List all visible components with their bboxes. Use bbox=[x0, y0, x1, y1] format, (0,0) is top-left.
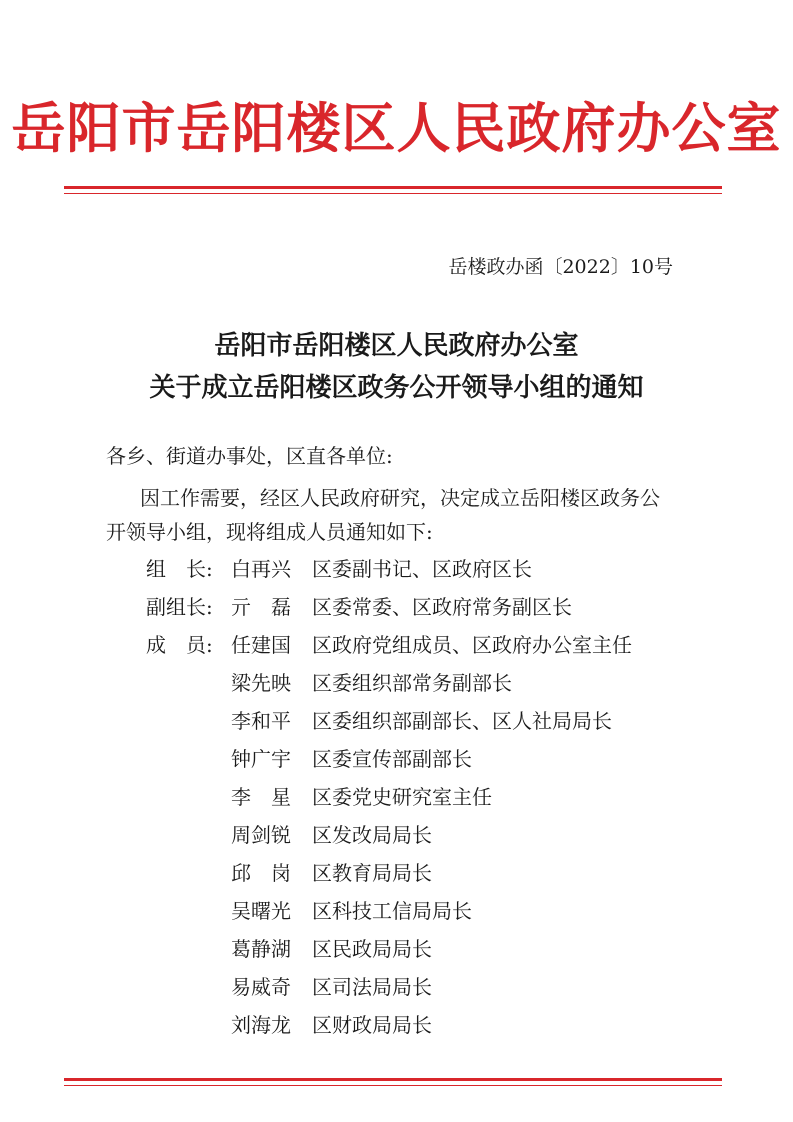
document-number: 岳楼政办函〔2022〕10号 bbox=[448, 256, 673, 278]
member-name: 易威奇 bbox=[231, 975, 291, 999]
document-title-line-1: 岳阳市岳阳楼区人民政府办公室 bbox=[214, 331, 579, 361]
member-name: 周剑锐 bbox=[231, 823, 291, 847]
member-name: 白再兴 bbox=[231, 557, 291, 581]
letterhead-divider-thin bbox=[64, 193, 722, 194]
member-row bbox=[0, 591, 793, 627]
member-row bbox=[0, 553, 793, 589]
member-name: 亓 磊 bbox=[231, 595, 291, 619]
member-name: 刘海龙 bbox=[231, 1013, 291, 1037]
member-row bbox=[0, 933, 793, 969]
member-name: 梁先映 bbox=[231, 671, 291, 695]
letterhead-title: 岳阳市岳阳楼区人民政府办公室 bbox=[11, 96, 782, 160]
member-title: 区委党史研究室主任 bbox=[312, 785, 492, 809]
body-paragraph-line-2: 开领导小组，现将组成人员通知如下: bbox=[106, 520, 433, 544]
member-row bbox=[0, 705, 793, 741]
member-title: 区委宣传部副部长 bbox=[312, 747, 472, 771]
member-title: 区政府党组成员、区政府办公室主任 bbox=[312, 633, 632, 657]
salutation: 各乡、街道办事处，区直各单位: bbox=[106, 444, 393, 468]
footer-divider-thick bbox=[64, 1078, 722, 1081]
member-role: 副组长: bbox=[146, 595, 213, 619]
member-name: 任建国 bbox=[231, 633, 291, 657]
member-name: 吴曙光 bbox=[231, 899, 291, 923]
member-row bbox=[0, 819, 793, 855]
member-name: 李和平 bbox=[231, 709, 291, 733]
document-title-line-2: 关于成立岳阳楼区政务公开领导小组的通知 bbox=[149, 373, 644, 403]
member-row bbox=[0, 743, 793, 779]
member-row bbox=[0, 781, 793, 817]
member-title: 区司法局局长 bbox=[312, 975, 432, 999]
member-name: 钟广宇 bbox=[231, 747, 291, 771]
member-title: 区委常委、区政府常务副区长 bbox=[312, 595, 572, 619]
body-paragraph-line-1: 因工作需要，经区人民政府研究，决定成立岳阳楼区政务公 bbox=[140, 486, 660, 510]
member-title: 区发改局局长 bbox=[312, 823, 432, 847]
footer-divider-thin bbox=[64, 1085, 722, 1086]
member-row bbox=[0, 857, 793, 893]
member-role: 成 员: bbox=[146, 633, 213, 657]
member-row bbox=[0, 1009, 793, 1045]
member-title: 区民政局局长 bbox=[312, 937, 432, 961]
member-name: 邱 岗 bbox=[231, 861, 291, 885]
letterhead-divider-thick bbox=[64, 186, 722, 189]
member-name: 李 星 bbox=[231, 785, 291, 809]
member-row bbox=[0, 667, 793, 703]
member-row bbox=[0, 971, 793, 1007]
member-row bbox=[0, 895, 793, 931]
member-title: 区委组织部副部长、区人社局局长 bbox=[312, 709, 612, 733]
member-title: 区委副书记、区政府区长 bbox=[312, 557, 532, 581]
member-title: 区教育局局长 bbox=[312, 861, 432, 885]
member-title: 区科技工信局局长 bbox=[312, 899, 472, 923]
member-role: 组 长: bbox=[146, 557, 213, 581]
member-title: 区财政局局长 bbox=[312, 1013, 432, 1037]
member-row bbox=[0, 629, 793, 665]
member-name: 葛静湖 bbox=[231, 937, 291, 961]
member-title: 区委组织部常务副部长 bbox=[312, 671, 512, 695]
